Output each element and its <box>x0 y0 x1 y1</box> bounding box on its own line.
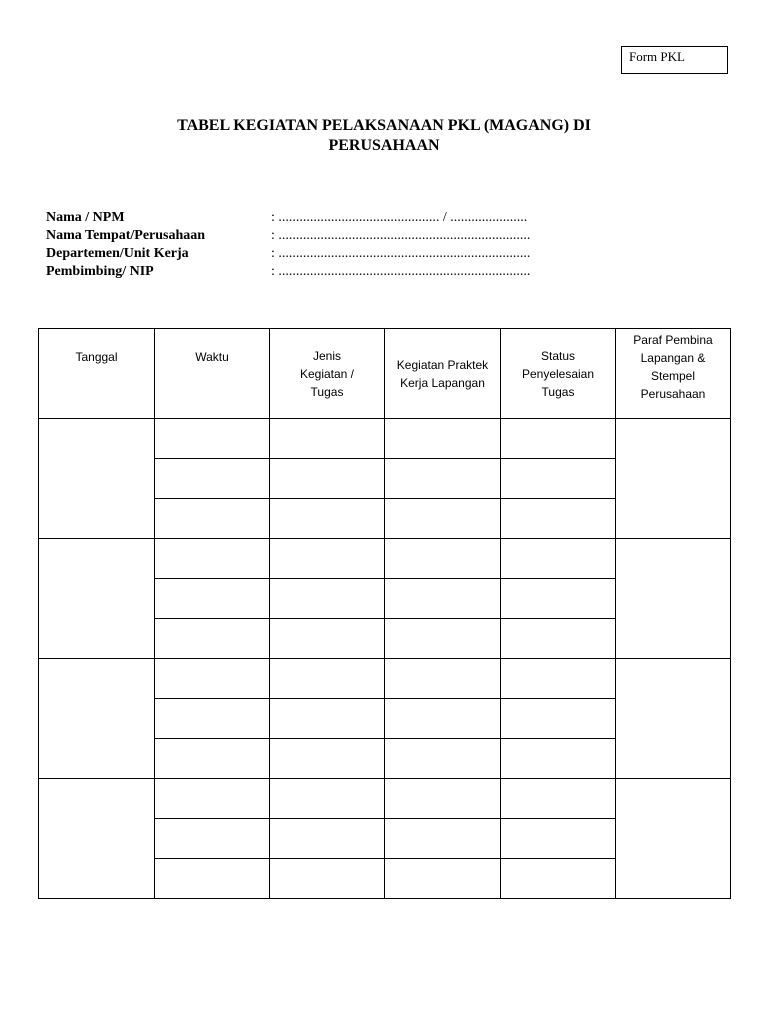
jenis-cell[interactable] <box>270 419 385 459</box>
status-cell[interactable] <box>501 739 616 779</box>
status-cell[interactable] <box>501 659 616 699</box>
table-row <box>39 419 731 459</box>
field-nama-tempat <box>46 227 530 245</box>
status-cell[interactable] <box>501 419 616 459</box>
status-cell[interactable] <box>501 779 616 819</box>
field-label: Nama Tempat/Perusahaan <box>46 228 206 243</box>
jenis-cell[interactable] <box>270 659 385 699</box>
table-header-row <box>39 329 731 419</box>
status-cell[interactable] <box>501 579 616 619</box>
jenis-cell[interactable] <box>270 459 385 499</box>
identity-fields <box>46 209 530 281</box>
header-kegiatan-praktek: Kegiatan Praktek Kerja Lapangan <box>385 329 501 419</box>
kegiatan-cell[interactable] <box>385 659 501 699</box>
paraf-cell[interactable] <box>616 539 731 659</box>
tanggal-cell[interactable] <box>39 539 155 659</box>
header-jenis-kegiatan: Jenis Kegiatan / Tugas <box>270 329 385 419</box>
header-paraf: Paraf Pembina Lapangan & Stempel Perusahaan <box>616 329 731 419</box>
tanggal-cell[interactable] <box>39 419 155 539</box>
tanggal-cell[interactable] <box>39 659 155 779</box>
waktu-cell[interactable] <box>155 539 270 579</box>
paraf-cell[interactable] <box>616 659 731 779</box>
form-code-box <box>621 46 728 74</box>
jenis-cell[interactable] <box>270 699 385 739</box>
header-tanggal: Tanggal <box>39 329 155 419</box>
waktu-cell[interactable] <box>155 579 270 619</box>
header-waktu: Waktu <box>155 329 270 419</box>
title-line-2: PERUSAHAAN <box>328 137 440 154</box>
waktu-cell[interactable] <box>155 499 270 539</box>
field-value[interactable]: : ........................................................................ <box>271 264 531 279</box>
form-code-label: Form PKL <box>629 49 685 64</box>
status-cell[interactable] <box>501 459 616 499</box>
jenis-cell[interactable] <box>270 739 385 779</box>
jenis-cell[interactable] <box>270 819 385 859</box>
kegiatan-cell[interactable] <box>385 539 501 579</box>
table-row <box>39 779 731 819</box>
kegiatan-cell[interactable] <box>385 739 501 779</box>
status-cell[interactable] <box>501 539 616 579</box>
kegiatan-cell[interactable] <box>385 499 501 539</box>
jenis-cell[interactable] <box>270 579 385 619</box>
status-cell[interactable] <box>501 499 616 539</box>
status-cell[interactable] <box>501 699 616 739</box>
waktu-cell[interactable] <box>155 419 270 459</box>
paraf-cell[interactable] <box>616 419 731 539</box>
waktu-cell[interactable] <box>155 739 270 779</box>
waktu-cell[interactable] <box>155 459 270 499</box>
jenis-cell[interactable] <box>270 499 385 539</box>
field-value[interactable]: : .............................................. / ...................... <box>271 210 528 225</box>
kegiatan-cell[interactable] <box>385 859 501 899</box>
field-nama-npm <box>46 209 530 227</box>
kegiatan-cell[interactable] <box>385 619 501 659</box>
tanggal-cell[interactable] <box>39 779 155 899</box>
waktu-cell[interactable] <box>155 619 270 659</box>
field-label: Departemen/Unit Kerja <box>46 246 189 261</box>
kegiatan-cell[interactable] <box>385 419 501 459</box>
table-row <box>39 539 731 579</box>
title-line-1: TABEL KEGIATAN PELAKSANAAN PKL (MAGANG) DI <box>177 117 591 134</box>
field-label: Pembimbing/ NIP <box>46 264 154 279</box>
jenis-cell[interactable] <box>270 539 385 579</box>
waktu-cell[interactable] <box>155 859 270 899</box>
jenis-cell[interactable] <box>270 619 385 659</box>
kegiatan-cell[interactable] <box>385 579 501 619</box>
field-label: Nama / NPM <box>46 210 125 225</box>
kegiatan-cell[interactable] <box>385 459 501 499</box>
kegiatan-cell[interactable] <box>385 699 501 739</box>
kegiatan-cell[interactable] <box>385 819 501 859</box>
status-cell[interactable] <box>501 859 616 899</box>
waktu-cell[interactable] <box>155 659 270 699</box>
header-status: Status Penyelesaian Tugas <box>501 329 616 419</box>
field-value[interactable]: : ........................................................................ <box>271 228 531 243</box>
page-title <box>0 116 768 156</box>
waktu-cell[interactable] <box>155 819 270 859</box>
activity-table <box>38 328 731 899</box>
kegiatan-cell[interactable] <box>385 779 501 819</box>
waktu-cell[interactable] <box>155 779 270 819</box>
status-cell[interactable] <box>501 619 616 659</box>
jenis-cell[interactable] <box>270 859 385 899</box>
jenis-cell[interactable] <box>270 779 385 819</box>
field-departemen <box>46 245 530 263</box>
field-pembimbing <box>46 263 530 281</box>
field-value[interactable]: : ........................................................................ <box>271 246 531 261</box>
status-cell[interactable] <box>501 819 616 859</box>
table-row <box>39 659 731 699</box>
waktu-cell[interactable] <box>155 699 270 739</box>
paraf-cell[interactable] <box>616 779 731 899</box>
table-body <box>39 419 731 899</box>
